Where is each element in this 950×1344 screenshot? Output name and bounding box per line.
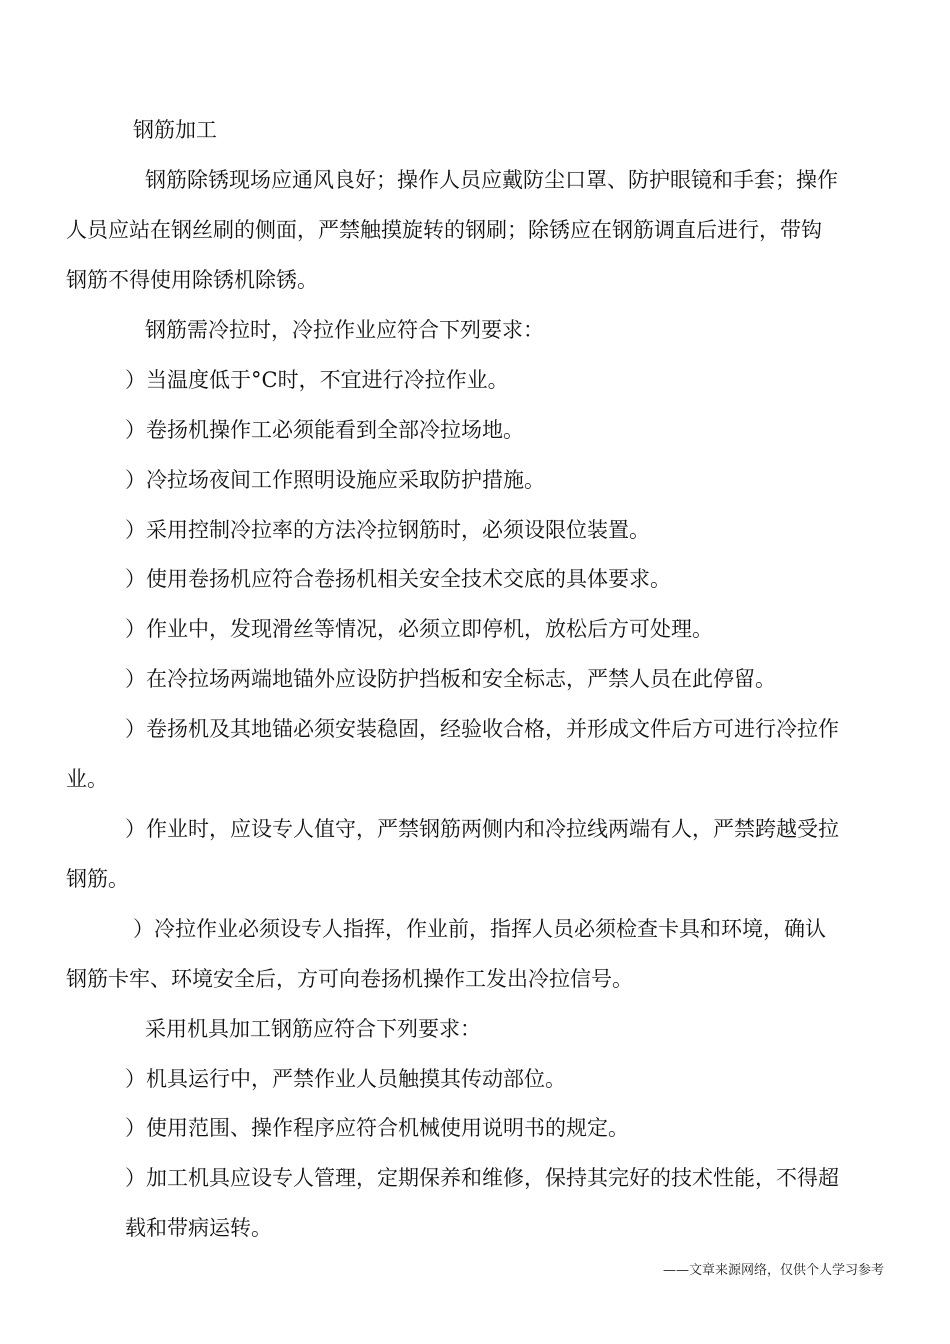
rust-removal-text-line-2: 人员应站在钢丝刷的侧面，严禁触摸旋转的钢刷；除锈应在钢筋调直后进行，带钩	[66, 218, 822, 242]
machine-processing-item: ）机具运行中，严禁作业人员触摸其传动部位。	[125, 1067, 566, 1091]
cold-drawing-item: ）采用控制冷拉率的方法冷拉钢筋时，必须设限位装置。	[125, 518, 650, 542]
cold-drawing-item-9-line-1: ）作业时，应设专人值守，严禁钢筋两侧内和冷拉线两端有人，严禁跨越受拉	[125, 817, 839, 841]
machine-processing-item-3-line-2: 载和带病运转。	[125, 1216, 272, 1240]
machine-processing-item: ）使用范围、操作程序应符合机械使用说明书的规定。	[125, 1116, 629, 1140]
machine-processing-item-3-line-1: ）加工机具应设专人管理，定期保养和维修，保持其完好的技术性能，不得超	[125, 1166, 839, 1190]
cold-drawing-item: ）当温度低于°C时，不宜进行冷拉作业。	[125, 368, 509, 392]
cold-drawing-item: ）在冷拉场两端地锚外应设防护挡板和安全标志，严禁人员在此停留。	[125, 667, 776, 691]
cold-drawing-item-9-line-2: 钢筋。	[66, 867, 129, 891]
rust-removal-text-line-3: 钢筋不得使用除锈机除锈。	[66, 268, 318, 292]
cold-drawing-item: ）冷拉场夜间工作照明设施应采取防护措施。	[125, 468, 545, 492]
cold-drawing-item-10-line-2: 钢筋卡牢、环境安全后，方可向卷扬机操作工发出冷拉信号。	[66, 967, 633, 991]
section-title: 钢筋加工	[133, 118, 217, 142]
cold-drawing-item: ）使用卷扬机应符合卷扬机相关安全技术交底的具体要求。	[125, 567, 671, 591]
cold-drawing-item: ）作业中，发现滑丝等情况，必须立即停机，放松后方可处理。	[125, 617, 713, 641]
machine-processing-heading: 采用机具加工钢筋应符合下列要求：	[145, 1017, 481, 1041]
cold-drawing-item: ）卷扬机操作工必须能看到全部冷拉场地。	[125, 418, 524, 442]
cold-drawing-item-8-line-1: ）卷扬机及其地锚必须安装稳固，经验收合格，并形成文件后方可进行冷拉作	[125, 717, 839, 741]
rust-removal-text-line-1: 钢筋除锈现场应通风良好；操作人员应戴防尘口罩、防护眼镜和手套；操作	[145, 168, 838, 192]
cold-drawing-heading: 钢筋需冷拉时，冷拉作业应符合下列要求：	[145, 318, 544, 342]
source-footnote: ——文章来源网络，仅供个人学习参考	[662, 1263, 884, 1278]
cold-drawing-item-10-line-1: ）冷拉作业必须设专人指挥，作业前，指挥人员必须检查卡具和环境，确认	[133, 917, 826, 941]
cold-drawing-item-8-line-2: 业。	[66, 767, 108, 791]
